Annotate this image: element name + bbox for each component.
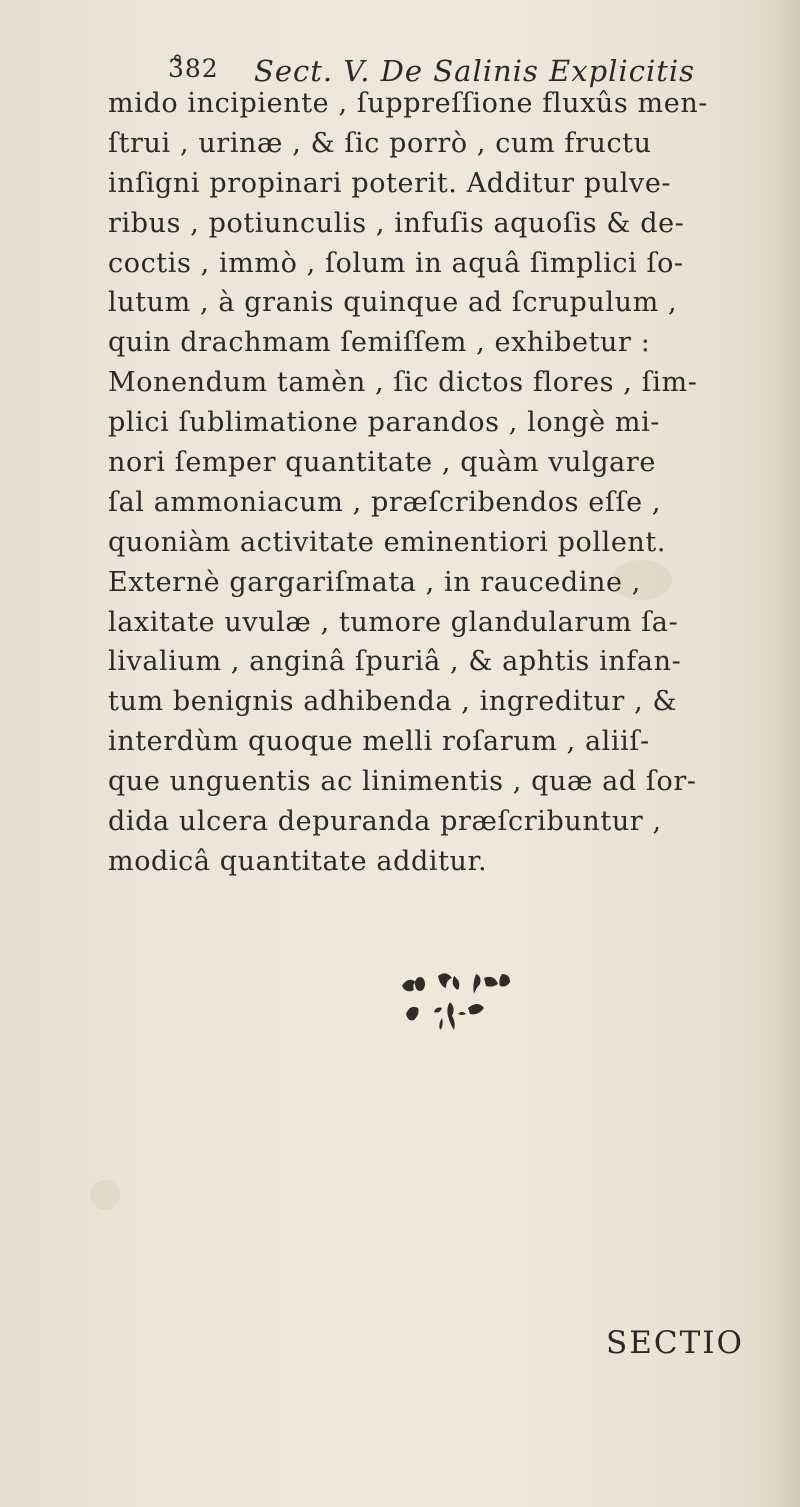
text-line: livalium , anginâ ſpuriâ , & aphtis infan- xyxy=(108,646,682,678)
text-line: laxitate uvulæ , tumore glandularum ſa- xyxy=(108,606,679,638)
text-line: inſigni propinari poterit. Additur pulve- xyxy=(108,167,672,199)
text-line: plici ſublimatione parandos , longè mi- xyxy=(108,407,661,439)
text-line: coctis , immò , ſolum in aquâ ſimplici ſo- xyxy=(108,247,684,279)
text-line: que unguentis ac linimentis , quæ ad ſor- xyxy=(108,766,697,798)
text-line: ſal ammoniacum , præſcribendos eſſe , xyxy=(108,486,662,518)
text-line: mido incipiente , ſuppreſſione fluxûs men- xyxy=(108,88,709,119)
text-line: ſtrui , urinæ , & ſic porrò , cum fructu xyxy=(108,127,652,159)
catchword: SECTIO xyxy=(606,1325,744,1361)
floral-tailpiece-icon xyxy=(398,968,528,1048)
text-line: modicâ quantitate additur. xyxy=(108,845,488,877)
text-line: Monendum tamèn , ſic dictos flores , ſim- xyxy=(108,367,698,399)
text-line: quoniàm activitate eminentiori pollent. xyxy=(108,526,667,558)
text-line: Externè gargariſmata , in raucedine , xyxy=(108,566,641,598)
page-edge-shadow xyxy=(778,0,800,1507)
text-line: ribus , potiunculis , infuſis aquoſis & de- xyxy=(108,207,685,239)
text-line: nori ſemper quantitate , quàm vulgare xyxy=(108,447,656,479)
text-line: tum benignis adhibenda , ingreditur , & xyxy=(108,686,678,718)
text-line: dida ulcera depuranda præſcribuntur , xyxy=(108,806,662,838)
page-number: 3̊82 xyxy=(168,54,219,83)
paper-stain xyxy=(90,1180,120,1210)
text-line: interdùm quoque melli roſarum , aliiſ- xyxy=(108,726,650,758)
running-head: Sect. V. De Salinis Explicitis xyxy=(254,54,696,88)
text-line: lutum , à granis quinque ad ſcrupulum , xyxy=(108,287,678,319)
text-line: quin drachmam ſemiſſem , exhibetur : xyxy=(108,327,651,359)
body-text xyxy=(108,84,768,882)
